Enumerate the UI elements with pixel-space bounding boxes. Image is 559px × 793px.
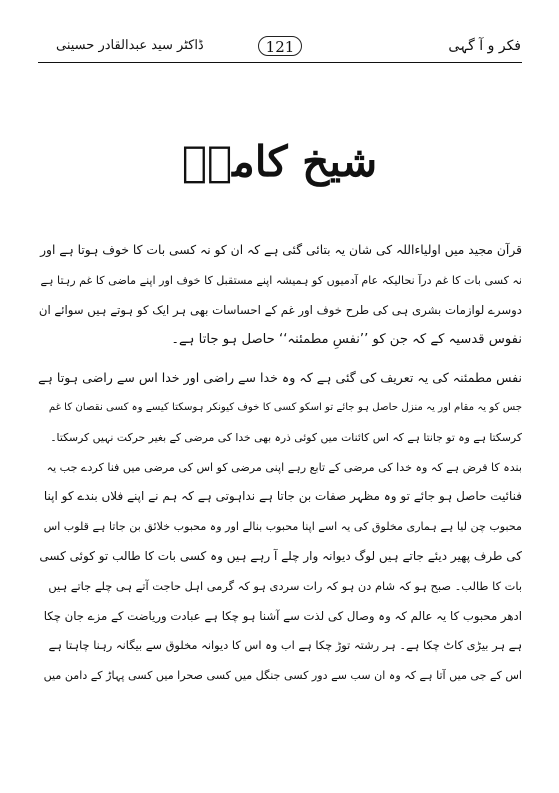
text-line: جس کو یہ مقام اور یہ منزل حاصل ہو جائے تو اسکو کسی کا خوف کیونکر ہوسکتا کیسے وہ کسی نقصان کا غم — [48, 401, 522, 413]
text-line: دوسرے لوازمات بشری ہی کی طرح خوف اور غم کے احساسات بھی ہر ایک کو ہوتے ہیں سوائے ان — [38, 302, 522, 317]
paragraph-gap — [38, 355, 522, 363]
text-line: کی طرف پھیر دیئے جاتے ہیں لوگ دیوانہ وار چلے آ رہے ہیں وہ کسی بات کا طالب تو کوئی کسی — [39, 548, 522, 563]
text-line: نہ کسی بات کا غم درآ نحالیکہ عام آدمیوں کو ہمیشہ اپنے مستقبل کا خوف اور اپنے ماضی کا غم رہتا ہے — [40, 273, 522, 287]
text-line: اس کے جی میں آتا ہے کہ وہ ان سب سے دور کسی جنگل میں کسی صحرا میں کسی پہاڑ کے دامن میں — [43, 669, 522, 683]
text-line: نفوس قدسیہ کے کہ جن کو ’’نفسِ مطمئنہ‘‘ حاصل ہو جاتا ہے۔ — [171, 332, 522, 348]
text-line: محبوب چن لیا ہے ہماری مخلوق کی یہ اسے اپنا محبوب بنالے اور وہ محبوب خلائق بن جاتا ہے قلوب اس — [43, 520, 522, 534]
text-line: نفس مطمئنہ کی یہ تعریف کی گئی ہے کہ وہ خدا سے راضی اور خدا اس سے راضی ہوتا ہے — [38, 370, 522, 386]
paragraph-1 — [38, 236, 522, 355]
body-text — [38, 236, 522, 691]
chapter-title: شیخ کاملؒ — [181, 137, 378, 186]
paragraph-2 — [38, 363, 522, 691]
author-name: ڈاکٹر سید عبدالقادر حسینی — [56, 38, 204, 53]
text-line: کرسکتا ہے وہ تو جانتا ہے کہ اس کائنات میں کوئی ذرہ بھی خدا کی مرضی کے بغیر حرکت نہیں کرسکتا۔ — [50, 430, 522, 444]
text-line: ہے ہر بیڑی کاٹ چکا ہے۔ ہر رشتہ توڑ چکا ہے اب وہ اس کا دیوانہ مخلوق سے بیگانہ رہنا چاہتا ہے — [48, 638, 522, 653]
header-rule — [38, 62, 522, 63]
text-line: بندہ کا فرض ہے کہ وہ خدا کی مرضی کے تابع رہے اپنی مرضی کو اس کی مرضی میں فنا کردے جب یہ — [46, 460, 522, 474]
book-title: فکر و آ گہی — [448, 38, 521, 54]
text-line: قرآن مجید میں اولیاءاللہ کی شان یہ بتائی گئی ہے کہ ان کو نہ کسی بات کا خوف ہوتا ہے اور — [40, 243, 522, 257]
page-number: 121 — [258, 36, 302, 56]
text-line: ادھر محبوب کا یہ عالم کہ وہ وصال کی لذت سے آشنا ہو چکا ہے عبادت وریاضت کے مزے جان چکا — [43, 608, 522, 623]
text-line: بات کا طالب۔ صبح ہو کہ شام دن ہو کہ رات سردی ہو کہ گرمی اہل حاجت آتے ہی چلے جاتے ہیں — [48, 578, 522, 593]
text-line: فنائیت حاصل ہو جائے تو وہ مظہر صفات بن جاتا ہے نداہوتی ہے کہ ہم نے اپنے فلاں بندے کو اپنا — [43, 489, 522, 504]
